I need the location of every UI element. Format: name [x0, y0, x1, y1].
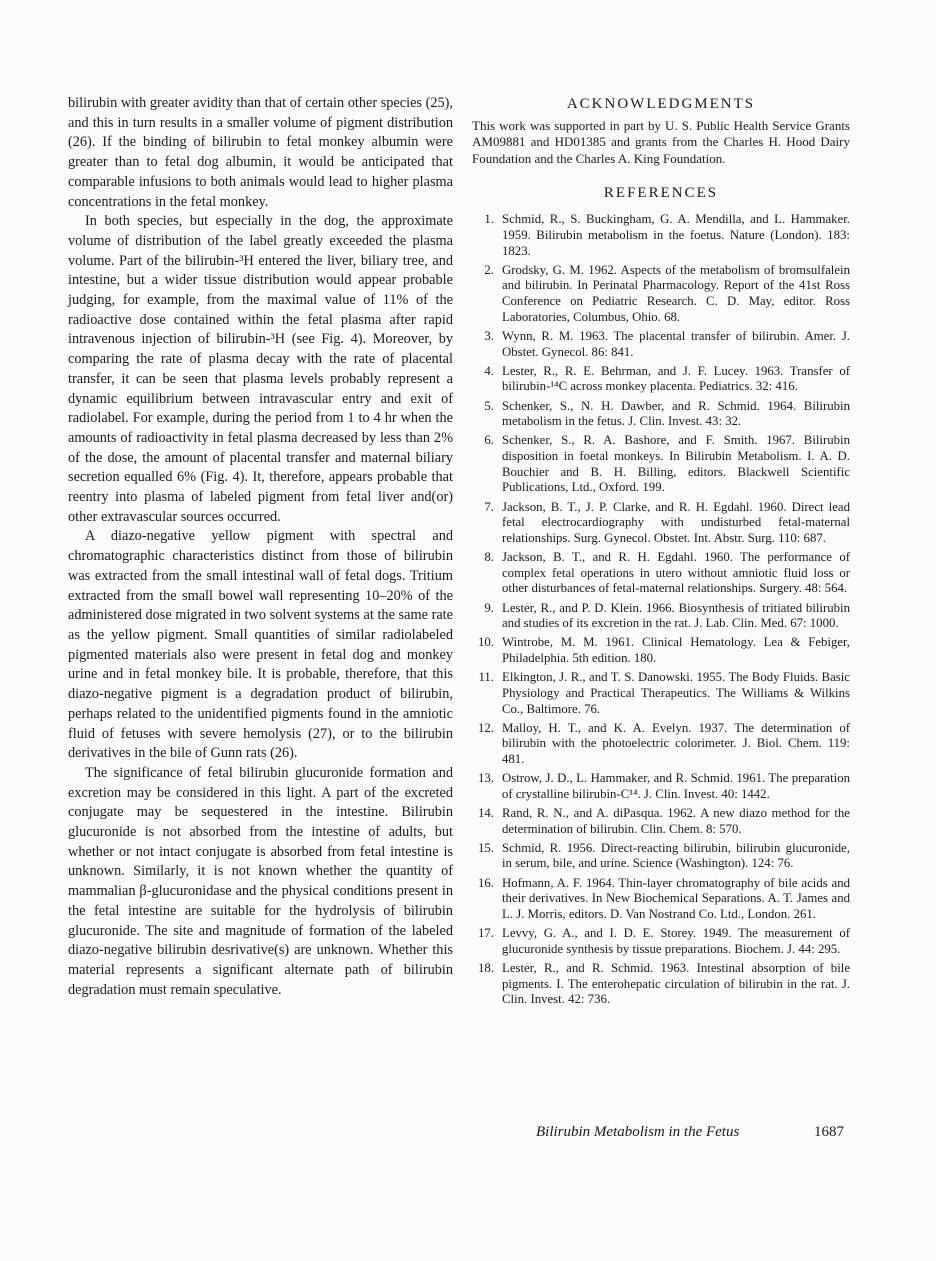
reference-item — [472, 364, 850, 395]
reference-item — [472, 500, 850, 547]
reference-item — [472, 771, 850, 802]
reference-item — [472, 961, 850, 1008]
reference-number: 9. — [484, 600, 494, 615]
reference-number: 8. — [484, 550, 494, 565]
reference-item — [472, 841, 850, 872]
reference-number: 3. — [484, 328, 494, 343]
references-heading: REFERENCES — [603, 185, 719, 202]
reference-number: 15. — [478, 840, 494, 855]
reference-number: 4. — [484, 363, 494, 378]
reference-text: Wynn, R. M. 1963. The placental transfer of bilirubin. Amer. J. Obstet. Gynecol. 86: 841. — [502, 328, 850, 359]
reference-text: Rand, R. N., and A. diPasqua. 1962. A new diazo method for the determination of bilirubin. Clin. Chem. 8: 570. — [502, 805, 850, 836]
reference-text: Lester, R., R. E. Behrman, and J. F. Lucey. 1963. Transfer of bilirubin-¹⁴C across monkey placenta. Pediatrics. 32: 416. — [502, 363, 850, 394]
reference-text: Wintrobe, M. M. 1961. Clinical Hematology. Lea & Febiger, Philadelphia. 5th edition. 180. — [502, 635, 850, 666]
reference-number: 2. — [484, 262, 494, 277]
right-column — [472, 94, 850, 1011]
reference-number: 10. — [478, 635, 494, 650]
reference-number: 14. — [478, 805, 494, 820]
reference-item — [472, 721, 850, 768]
reference-item — [472, 806, 850, 837]
running-title: Bilirubin Metabolism in the Fetus — [536, 1124, 740, 1140]
reference-item — [472, 635, 850, 666]
reference-item — [472, 263, 850, 326]
reference-text: Levvy, G. A., and I. D. E. Storey. 1949. The measurement of glucuronide synthesis by tissue preparations. Biochem. J. 44: 295. — [502, 926, 850, 956]
reference-item — [472, 926, 850, 957]
page-footer — [536, 1124, 844, 1141]
reference-number: 18. — [478, 960, 494, 975]
reference-text: Schmid, R. 1956. Direct-reacting bilirubin, bilirubin glucuronide, in serum, bile, and urine. Science (Washington). 124: 76. — [502, 840, 850, 871]
reference-number: 6. — [484, 433, 494, 448]
reference-number: 17. — [478, 926, 494, 940]
reference-number: 11. — [478, 670, 494, 685]
reference-item — [472, 433, 850, 496]
reference-list — [472, 212, 850, 1008]
reference-text: Jackson, B. T., and R. H. Egdahl. 1960. The performance of complex fetal operations in utero without amniotic fluid loss or other disturbances of fetal-maternal relationships. Surgery. 48: 564. — [502, 550, 850, 596]
reference-item — [472, 550, 850, 597]
reference-item — [472, 212, 850, 259]
reference-item — [472, 876, 850, 923]
reference-item — [472, 601, 850, 632]
reference-item — [472, 329, 850, 360]
reference-number: 5. — [484, 398, 494, 413]
reference-text: Elkington, J. R., and T. S. Danowski. 1955. The Body Fluids. Basic Physiology and Practical Therapeutics. The Williams & Wilkins Co., Baltimore. 76. — [502, 670, 850, 716]
body-paragraph: In both species, but especially in the dog, the approximate volume of distribution of the label greatly exceeded the plasma volume. Part of the bilirubin-³H entered the liver, biliary tree, and intestine, but a wider tissue distribution would appear probable judging, for example, from the maximal value of 11% of the radioactive dose contained within the fetal plasma after rapid intravenous injection of bilirubin-³H (see Fig. 4). Moreover, by comparing the rate of plasma decay with the rate of placental transfer, it can be seen that plasma levels probably represent a dynamic equilibrium between intravascular entry and exit of radiolabel. For example, during the period from 1 to 4 hr when the amounts of radioactivity in fetal plasma decreased by less than 2% of the dose, the amount of placental transfer and maternal biliary secretion equalled 6% (Fig. 4). It, therefore, appears probable that reentry into plasma of labeled pigment from fetal liver and(or) other extravascular sources occurred. — [68, 213, 453, 525]
reference-text: Lester, R., and R. Schmid. 1963. Intestinal absorption of bile pigments. I. The enterohepatic circulation of bilirubin in the rat. J. Clin. Invest. 42: 736. — [502, 960, 850, 1007]
reference-text: Jackson, B. T., J. P. Clarke, and R. H. Egdahl. 1960. Direct lead fetal electrocardiography with undisturbed fetal-maternal relationships. Surg. Gynecol. Obstet. Int. Abstr. Surg. 110: 687. — [502, 499, 850, 545]
reference-text: Lester, R., and P. D. Klein. 1966. Biosynthesis of tritiated bilirubin and studies of its excretion in the rat. J. Lab. Clin. Med. 67: 1000. — [502, 600, 850, 631]
reference-text: Schenker, S., N. H. Dawber, and R. Schmid. 1964. Bilirubin metabolism in the fetus. J. Clin. Invest. 43: 32. — [502, 398, 850, 429]
reference-text: Schmid, R., S. Buckingham, G. A. Mendilla, and L. Hammaker. 1959. Bilirubin metabolism in the foetus. Nature (London). 183: 1823. — [502, 212, 850, 258]
left-column — [68, 94, 453, 1000]
reference-text: Malloy, H. T., and K. A. Evelyn. 1937. The determination of bilirubin with the photoelectric colorimeter. J. Biol. Chem. 119: 481. — [502, 720, 850, 767]
reference-number: 7. — [484, 499, 494, 514]
body-paragraph: A diazo-negative yellow pigment with spectral and chromatographic characteristics distinct from those of bilirubin was extracted from the small intestinal wall of fetal dogs. Tritium extracted from the small bowel wall representing 10–20% of the administered dose migrated in two solvent systems at the same rate as the yellow pigment. Small quantities of similar radiolabeled pigmented materials also were present in fetal dog and monkey urine and in fetal monkey bile. It is probable, therefore, that this diazo-negative pigment is a degradation product of bilirubin, perhaps related to the unidentified pigments found in the amniotic fluid of fetuses with severe hemolysis (27), or to the bilirubin derivatives in the bile of Gunn rats (26). — [68, 528, 453, 762]
reference-number: 13. — [478, 771, 494, 786]
page-number: 1687 — [814, 1124, 844, 1140]
acknowledgments-heading: ACKNOWLEDGMENTS — [566, 96, 756, 112]
reference-number: 1. — [484, 212, 494, 227]
reference-item — [472, 399, 850, 430]
reference-text: Schenker, S., R. A. Bashore, and F. Smith. 1967. Bilirubin disposition in foetal monkeys. In Bilirubin Metabolism. I. A. D. Bouchier and B. H. Billing, editors. Blackwell Scientific Publications, Ltd., Oxford. 199. — [502, 433, 850, 495]
reference-text: Ostrow, J. D., L. Hammaker, and R. Schmid. 1961. The preparation of crystalline bilirubin-C¹⁴. J. Clin. Invest. 40: 1442. — [502, 771, 850, 801]
body-paragraph: The significance of fetal bilirubin glucuronide formation and excretion may be considered in this light. A part of the excreted conjugate may be sequestered in the intestine. Bilirubin glucuronide is not absorbed from the intestine of adults, but whether or not intact conjugate is absorbed from fetal intestine is unknown. Similarly, it is not known whether the quantity of mammalian β-glucuronidase and the physical conditions present in the fetal intestine are suitable for the hydrolysis of bilirubin glucuronide. The site and magnitude of formation of the labeled diazo-negative bilirubin desrivative(s) are unknown. Whether this material represents a significant alternate path of bilirubin degradation must remain speculative. — [68, 764, 453, 998]
reference-number: 12. — [478, 720, 494, 735]
reference-text: Grodsky, G. M. 1962. Aspects of the metabolism of bromsulfalein and bilirubin. In Perinatal Pharmacology. Report of the 41st Ross Conference on Pediatric Research. C. D. May, editor. Ross Laboratories, Columbus, Ohio. 68. — [502, 262, 850, 324]
acknowledgments-text: This work was supported in part by U. S. Public Health Service Grants AM09881 and HD01385 and grants from the Charles H. Hood Dairy Foundation and the Charles A. King Foundation. — [472, 118, 850, 166]
reference-text: Hofmann, A. F. 1964. Thin-layer chromatography of bile acids and their derivatives. In New Biochemical Separations. A. T. James and L. J. Morris, editors. D. Van Nostrand Co. Ltd., London. 261. — [502, 875, 850, 921]
reference-item — [472, 670, 850, 717]
body-paragraph: bilirubin with greater avidity than that of certain other species (25), and this in turn results in a smaller volume of pigment distribution (26). If the binding of bilirubin to fetal monkey albumin were greater than to fetal dog albumin, it would be anticipated that comparable infusions to both animals would lead to higher plasma concentrations in the fetal monkey. — [68, 95, 453, 210]
reference-number: 16. — [478, 875, 494, 890]
